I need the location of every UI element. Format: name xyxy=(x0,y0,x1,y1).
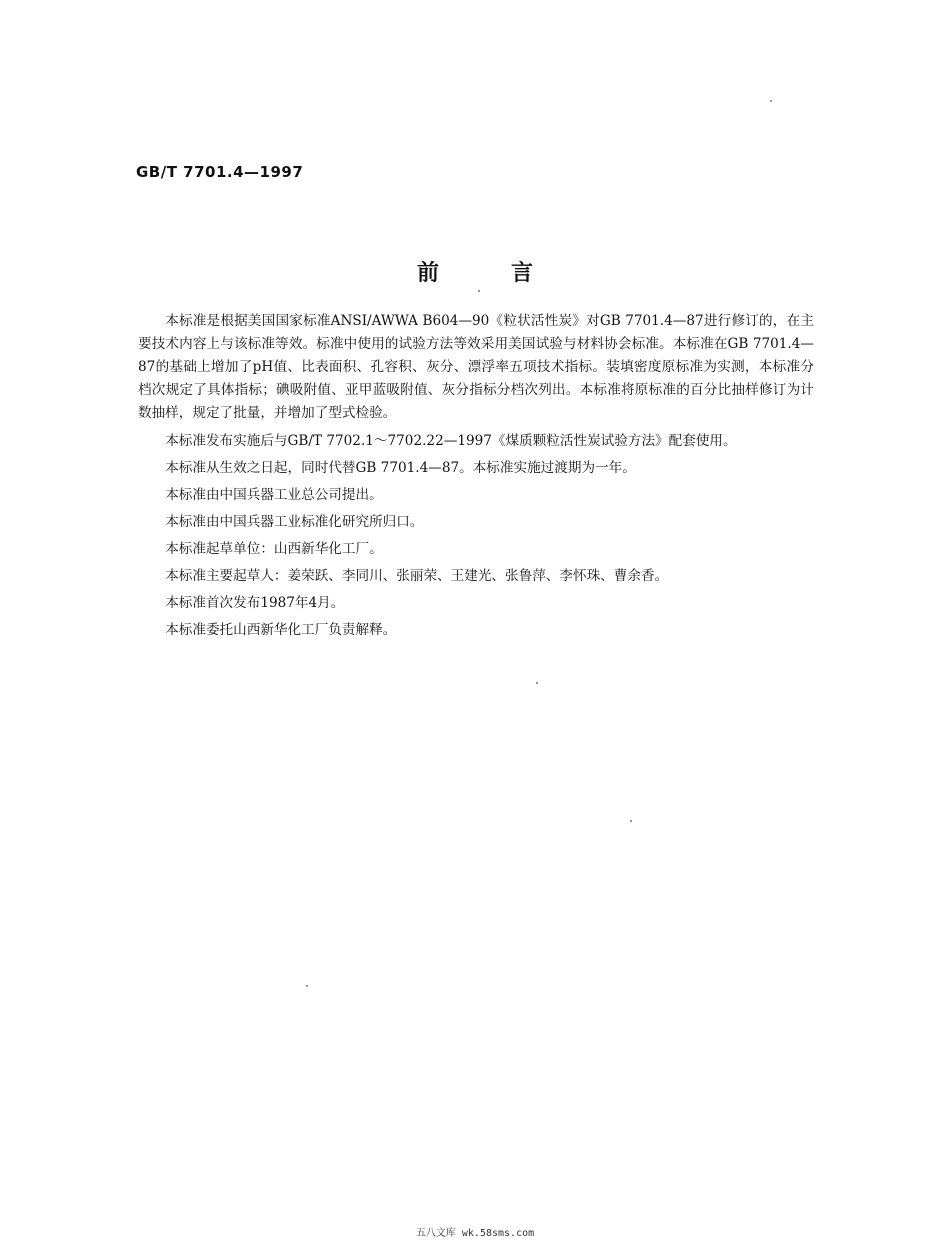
standard-code: GB/T 7701.4—1997 xyxy=(136,163,304,181)
foreword-body xyxy=(138,310,814,646)
paragraph-drafters: 本标准主要起草人：姜荣跃、李同川、张丽荣、王建光、张鲁萍、李怀珠、曹余香。 xyxy=(165,568,669,584)
paragraph-proposer: 本标准由中国兵器工业总公司提出。 xyxy=(165,487,383,503)
page-title: 前言 xyxy=(416,261,605,286)
scan-speck xyxy=(478,290,480,292)
paragraph-first-release: 本标准首次发布1987年4月。 xyxy=(165,595,345,611)
paragraph-interpretation: 本标准委托山西新华化工厂负责解释。 xyxy=(165,622,397,638)
scan-speck xyxy=(306,985,308,987)
paragraph-replacement: 本标准从生效之日起，同时代替GB 7701.4—87。本标准实施过渡期为一年。 xyxy=(165,460,636,476)
paragraph-drafting-unit: 本标准起草单位：山西新华化工厂。 xyxy=(165,541,383,557)
scan-speck xyxy=(770,100,772,102)
paragraph-revision-basis: 本标准是根据美国国家标准ANSI/AWWA B604—90《粒状活性炭》对GB 7701.4—87进行修订的，在主要技术内容上与该标准等效。标准中使用的试验方法等效采用美国试验与材料协会标准。本标准在GB 7701.4—87的基础上增加了pH值、比表面积、孔容积、灰分、漂浮率五项技术指标。装填密度原标准为实测，本标准分档次规定了具体指标；碘吸附值、亚甲蓝吸附值、灰分指标分档次列出。本标准将原标准的百分比抽样修订为计数抽样，规定了批量，并增加了型式检验。 xyxy=(138,313,814,421)
footer-watermark: 五八文库 wk.58sms.com xyxy=(415,1228,535,1239)
scan-speck xyxy=(630,820,632,822)
paragraph-administrator: 本标准由中国兵器工业标准化研究所归口。 xyxy=(165,514,424,530)
scan-speck xyxy=(536,682,538,684)
paragraph-companion-standard: 本标准发布实施后与GB/T 7702.1～7702.22—1997《煤质颗粒活性炭试验方法》配套使用。 xyxy=(165,433,737,449)
